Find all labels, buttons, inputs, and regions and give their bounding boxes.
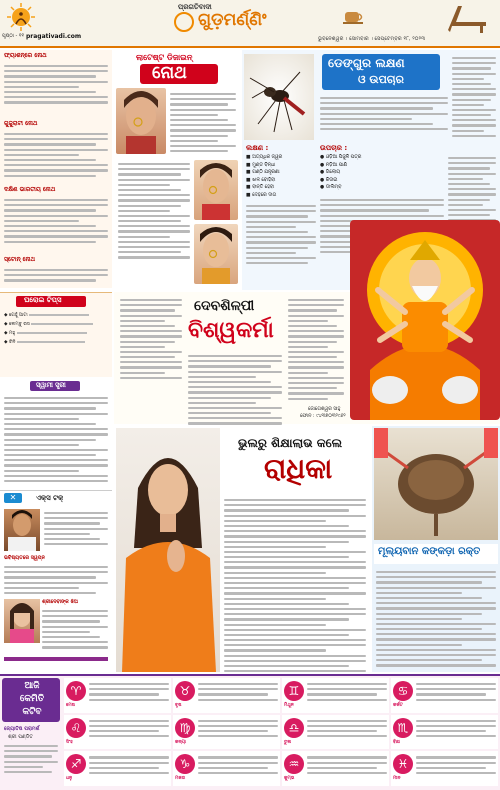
- zodiac-symbol-icon: ♎: [284, 718, 304, 738]
- crab-feature: [372, 426, 500, 672]
- zodiac-card: [64, 751, 171, 786]
- crab-title: ମୂଲ୍ୟବାନ କଙ୍କଡ଼ା ରକ୍ତ: [378, 546, 481, 557]
- zodiac-sign-name: କନ୍ୟା: [175, 739, 187, 745]
- list-item: ■ ମୁଣ୍ଡ ବିନ୍ଧା: [246, 162, 276, 168]
- zodiac-sign-name: ମକର: [175, 776, 186, 782]
- list-item: ■ ଦେହରେ ଦାଗ: [246, 192, 277, 198]
- list-item: ● ଡାଲିମ୍ବ: [320, 185, 342, 190]
- body-text: [4, 266, 108, 285]
- body-text: [307, 717, 387, 741]
- list-item: ■ ଗଣ୍ଠି ଯନ୍ତ୍ରଣା: [246, 170, 280, 175]
- nose-ring-text-column: [0, 50, 112, 288]
- list-item: ● ଓଡ଼ିଆ ପିଜୁଳି ପତ୍ର: [320, 155, 362, 160]
- vishwakarma-feature: [114, 292, 500, 424]
- chair-icon: [440, 2, 494, 34]
- body-text: [288, 296, 344, 403]
- section-heading: ସ୍ଟୋନ୍ ନୋଥ: [4, 256, 35, 263]
- body-text: [188, 352, 282, 428]
- page-number: ପୃଷ୍ଠା - ୧୧: [2, 33, 25, 39]
- horoscope-title: ଆଜି କେମିତି କଟିବ: [19, 681, 45, 717]
- zodiac-card: [173, 751, 280, 786]
- dengue-subtitle: ଓ ଉପଚାର: [358, 73, 404, 86]
- list-item: ■ ବାନ୍ତି ହେବା: [246, 185, 275, 190]
- horoscope-section: [0, 674, 500, 790]
- symptoms-heading: ଲକ୍ଷଣ :: [246, 144, 269, 152]
- model-photo: [194, 160, 238, 220]
- body-text: [198, 753, 278, 777]
- body-text: [416, 717, 496, 741]
- relationship-title: ସ୍ୱାମୀ ସ୍ତ୍ରୀ: [36, 381, 66, 389]
- zodiac-card: [64, 715, 171, 750]
- remedies-list: [320, 154, 440, 192]
- zodiac-sign-name: ଧନୁ: [66, 776, 73, 782]
- tips-title: ଘରୋଇ ଟିପ୍ସ: [24, 296, 62, 304]
- zodiac-card: [282, 751, 389, 786]
- body-text: [307, 753, 387, 777]
- tips-list: [4, 311, 108, 347]
- body-text: [416, 680, 496, 704]
- zodiac-symbol-icon: ♐: [66, 754, 86, 774]
- zodiac-card: [173, 678, 280, 713]
- masthead: [0, 0, 500, 46]
- zodiac-symbol-icon: ♉: [175, 681, 195, 701]
- astrologer-name: ଶ୍ରୀ ପଣ୍ଡିତ: [8, 734, 33, 740]
- zodiac-symbol-icon: ♍: [175, 718, 195, 738]
- symptoms-list: [246, 154, 316, 199]
- list-item: ● କିଉଇ: [320, 177, 338, 183]
- body-text: [44, 509, 108, 548]
- zodiac-symbol-icon: ♋: [393, 681, 413, 701]
- list-item: ◆ ଲେମ୍ବୁ ରସ: [4, 320, 108, 329]
- zodiac-sign-name: ବିଛା: [393, 739, 400, 745]
- body-text: [120, 296, 182, 382]
- zodiac-sign-name: ମେଷ: [66, 703, 75, 708]
- list-item: ● ଗିଲୋୟ: [320, 170, 341, 175]
- list-item: ■ ଅତ୍ୟଧିକ ଜ୍ୱର: [246, 155, 283, 160]
- zodiac-symbol-icon: ♊: [284, 681, 304, 701]
- list-item: ■ ଝାଳ ବୋହିବା: [246, 177, 276, 183]
- sun-yoga-logo-icon: [6, 2, 36, 32]
- list-item: ◆ ଗେହୁଁ ଆଟା: [4, 311, 108, 320]
- dateline: ଭୁବନେଶ୍ୱର । ସୋମବାର । ସେପ୍ଟେମ୍ବର ୧୮, ୨୦୨୩: [318, 36, 426, 42]
- zodiac-card: [173, 715, 280, 750]
- byline-phone: ଫୋନ : ୯୪୩୭୦୩୨୯୬୨: [300, 414, 346, 419]
- body-text: [376, 568, 496, 670]
- body-text: [416, 753, 496, 777]
- site-url[interactable]: pragativadi.com: [26, 33, 82, 40]
- nose-ring-feature: [114, 50, 240, 288]
- celebrity-photo: [4, 509, 40, 551]
- section-heading: ଫ୍ୟାଶନ୍‌ରେ ନୋଥ: [4, 52, 47, 59]
- zodiac-symbol-icon: ♑: [175, 754, 195, 774]
- body-text: [198, 717, 278, 741]
- nose-ring-title: ନୋଥ: [152, 63, 187, 83]
- list-item: ● ନଡ଼ିଆ ପାଣି: [320, 162, 348, 168]
- radhika-title: ରାଧିକା: [264, 452, 333, 485]
- news-divider: [4, 657, 108, 661]
- x-logo-icon: ✕: [4, 493, 22, 503]
- body-text: [170, 90, 236, 155]
- zodiac-card: [391, 715, 498, 750]
- zodiac-sign-name: ତୁଳା: [284, 739, 292, 745]
- vishwakarma-title: ବିଶ୍ୱକର୍ମା: [188, 318, 274, 343]
- radhika-title-top: ଭୁଲରୁ ଶିକ୍ଷାଲାଭ କଲେ: [238, 436, 343, 450]
- body-text: [4, 742, 58, 776]
- list-item: ◆ ମହୁ: [4, 329, 108, 338]
- publisher-label: ପ୍ରଗତିବାଦୀ: [178, 3, 212, 11]
- header-rule: [0, 46, 500, 48]
- zodiac-symbol-icon: ♌: [66, 718, 86, 738]
- body-text: [4, 130, 108, 180]
- byline: ଜୋଗେଶ୍ୱର ସାହୁ: [308, 407, 341, 412]
- zodiac-card: [391, 751, 498, 786]
- relationship-box: [0, 378, 112, 488]
- vishwakarma-title-top: ଦେବଶିଳ୍ପୀ: [194, 298, 255, 314]
- radhika-photo: [116, 428, 220, 672]
- zodiac-card: [282, 678, 389, 713]
- nose-ring-title-top: ଲାଟେଷ୍ଟ ଡିଜାଇନ୍: [136, 53, 193, 62]
- body-text: [198, 680, 278, 704]
- body-text: [4, 196, 108, 246]
- body-text: [307, 680, 387, 704]
- list-item: ◆ ଚିନି: [4, 338, 108, 347]
- body-text: [224, 496, 366, 675]
- zodiac-symbol-icon: ♏: [393, 718, 413, 738]
- body-text: [118, 160, 190, 262]
- zodiac-sign-name: କୁମ୍ଭ: [284, 776, 295, 782]
- model-photo: [194, 224, 238, 284]
- body-text: [89, 753, 169, 777]
- news-item-title: ଭବିଷ୍ୟତରେ ସ୍ୱପ୍ନ: [4, 555, 45, 561]
- body-text: [246, 202, 316, 267]
- zodiac-symbol-icon: ♓: [393, 754, 413, 774]
- news-item-title: ଶ୍ରୀଦେବୀଙ୍କ ଝିଅ: [42, 599, 78, 605]
- zodiac-sign-name: ମିଥୁନ: [284, 703, 294, 708]
- mosquito-photo: [244, 54, 314, 140]
- zodiac-sign-name: ମୀନ: [393, 776, 401, 782]
- body-text: [4, 394, 108, 485]
- astrologer-heading: ଜ୍ୟୋତିଷ ପରାମର୍ଶ: [4, 726, 40, 732]
- remedies-heading: ଉପଚାର :: [320, 144, 348, 152]
- body-text: [452, 54, 496, 140]
- body-text: [4, 62, 108, 107]
- crab-photo: [374, 428, 498, 540]
- zodiac-sign-name: କର୍କଟ: [393, 703, 403, 708]
- zodiac-symbol-icon: ♒: [284, 754, 304, 774]
- zodiac-symbol-icon: ♈: [66, 681, 86, 701]
- x-talk-box: [0, 490, 112, 673]
- zodiac-sign-name: ବୃଷ: [175, 703, 182, 708]
- vishwakarma-deity-image: [350, 220, 500, 420]
- zodiac-card: [391, 678, 498, 713]
- body-text: [89, 717, 169, 741]
- body-text: [320, 94, 448, 133]
- model-photo: [116, 88, 166, 154]
- zodiac-card: [282, 715, 389, 750]
- body-text: [89, 680, 169, 704]
- supplement-title: [174, 10, 324, 36]
- body-text: [42, 607, 108, 652]
- supplement-name: ଗୁଡ଼ମର୍ଣ୍ଣିଂ: [198, 10, 267, 30]
- tea-cup-icon: [343, 8, 365, 26]
- dengue-title: ଡେଙ୍ଗୁର ଲକ୍ଷଣ: [328, 56, 405, 70]
- zodiac-sign-name: ସିଂହ: [66, 739, 73, 745]
- radhika-feature: [114, 426, 370, 672]
- x-talk-title: ଏକ୍ସ ଟକ୍: [36, 494, 64, 502]
- celebrity-photo: [4, 599, 40, 643]
- sun-icon: [174, 12, 194, 32]
- body-text: [4, 563, 108, 597]
- tips-box: [0, 292, 112, 377]
- zodiac-card: [64, 678, 171, 713]
- section-heading: ଗୁଜୁରାଟୀ ନୋଥ: [4, 120, 38, 127]
- section-heading: ଦକ୍ଷିଣ ଭାରତୀୟ ନୋଥ: [4, 186, 56, 193]
- horoscope-grid: [64, 678, 498, 786]
